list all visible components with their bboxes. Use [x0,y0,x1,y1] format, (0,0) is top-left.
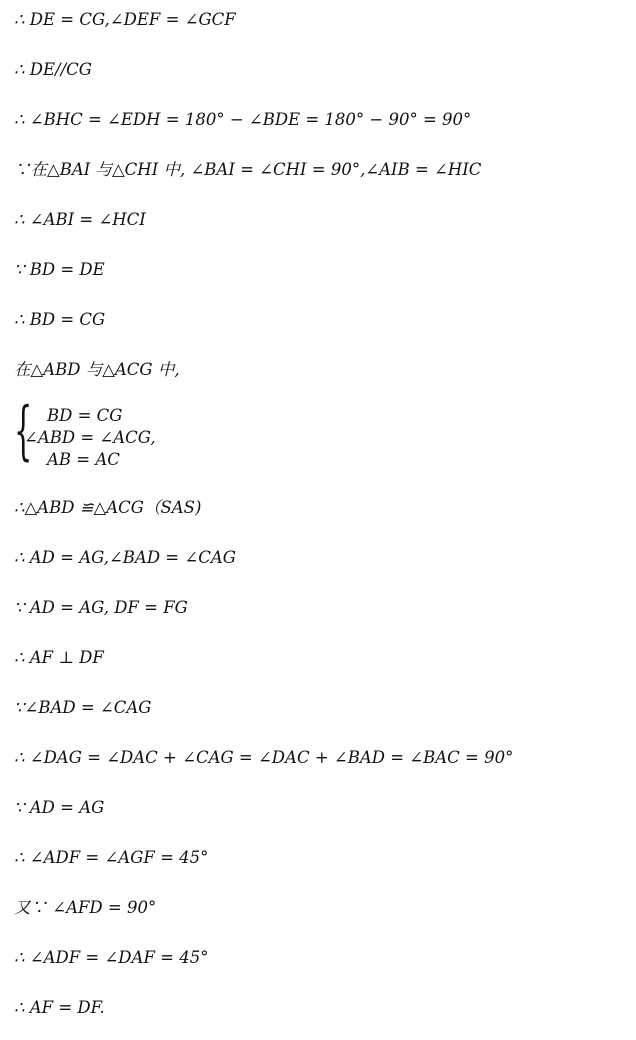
system-row-1: BD = CG [47,406,123,425]
proof-line-1: ∴ DE = CG,∠DEF = ∠GCF [14,10,236,29]
proof-line-14: ∴ ∠DAG = ∠DAC + ∠CAG = ∠DAC + ∠BAD = ∠BAC = 90° [14,748,514,767]
left-brace: { [14,394,33,468]
proof-line-13: ∵∠BAD = ∠CAG [14,698,152,717]
proof-line-6: ∵ BD = DE [14,260,105,279]
equation-system [14,394,214,471]
proof-line-10: ∴ AD = AG,∠BAD = ∠CAG [14,548,236,567]
proof-line-2: ∴ DE//CG [14,60,92,79]
system-row-3: AB = AC [47,450,120,469]
system-row-2: ∠ABD = ∠ACG, [24,428,156,447]
proof-line-7: ∴ BD = CG [14,310,106,329]
proof-line-11: ∵ AD = AG, DF = FG [14,598,188,617]
proof-line-18: ∴ ∠ADF = ∠DAF = 45° [14,948,209,967]
proof-line-5: ∴ ∠ABI = ∠HCI [14,210,146,229]
proof-line-8: 在△ABD 与△ACG 中, [14,360,180,379]
proof-line-9: ∴△ABD ≌△ACG（SAS) [14,498,202,517]
proof-line-17: 又∵ ∠AFD = 90° [14,898,157,917]
proof-line-3: ∴ ∠BHC = ∠EDH = 180° − ∠BDE = 180° − 90° = 90° [14,110,472,129]
proof-line-16: ∴ ∠ADF = ∠AGF = 45° [14,848,209,867]
proof-line-12: ∴ AF ⊥ DF [14,648,104,667]
proof-line-15: ∵ AD = AG [14,798,105,817]
proof-line-4: ∵在△BAI 与△CHI 中, ∠BAI = ∠CHI = 90°,∠AIB = ∠HIC [14,160,482,179]
proof-line-19: ∴ AF = DF. [14,998,105,1017]
